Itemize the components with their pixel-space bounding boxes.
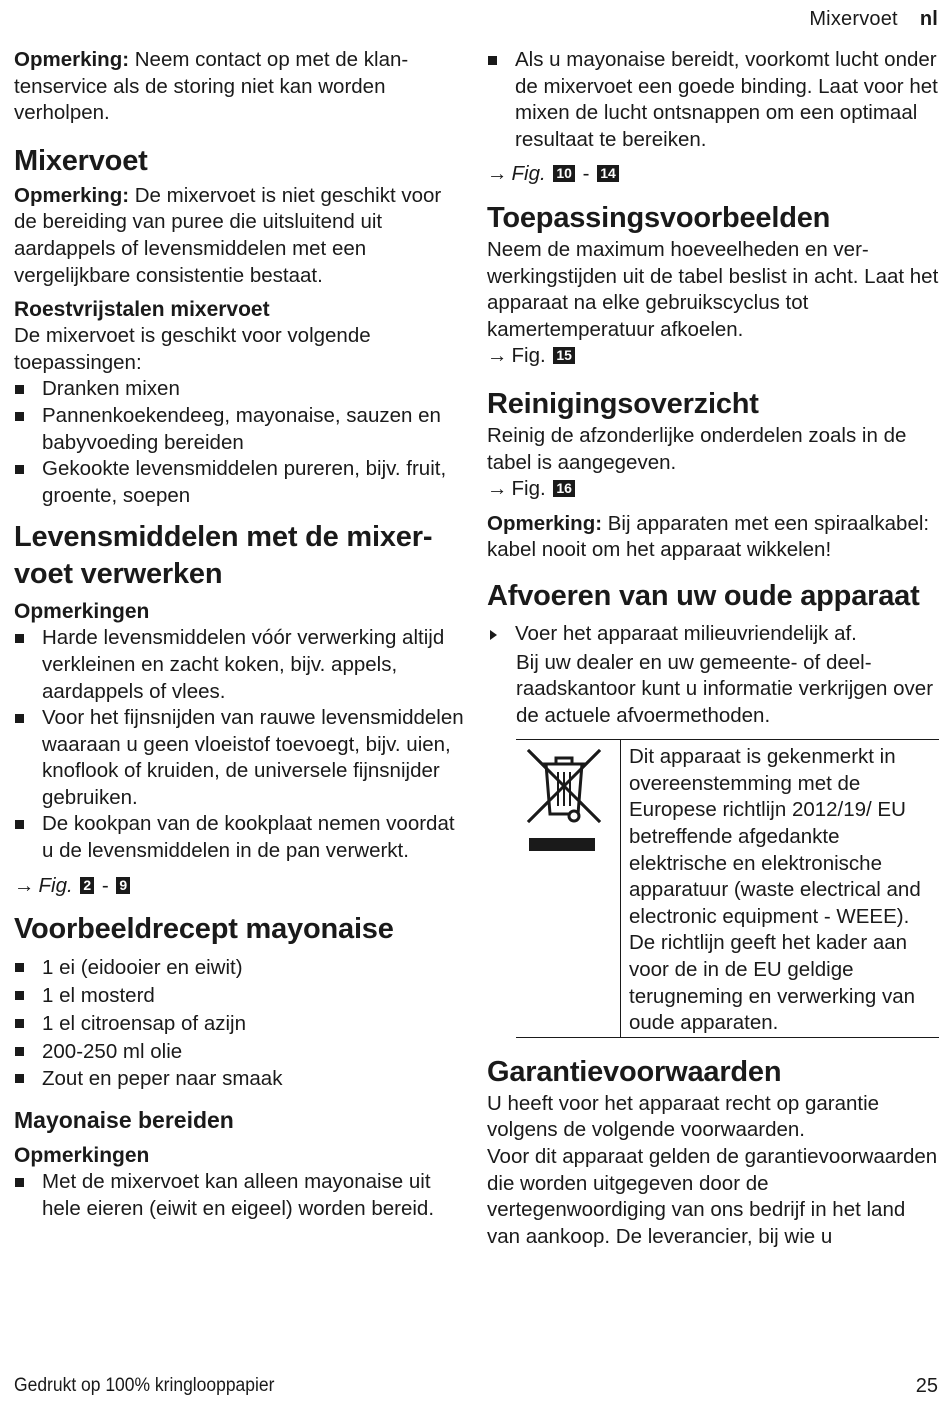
footer-note: Gedrukt op 100% kringlooppapier (14, 1375, 275, 1396)
figure-reference (487, 161, 939, 188)
figure-number: 15 (553, 347, 575, 364)
fig-label: Fig. (38, 873, 73, 897)
header-title: Mixervoet (809, 8, 898, 30)
heading-afvoeren: Afvoeren van uw oude apparaat (487, 579, 920, 612)
toepassing-text: Neem de maximum hoeveelheden en verwerkingstijden uit de tabel beslist in acht. Laat het apparaat na elke gebruikscyclus tot kamertemperatuur afkoelen. (487, 237, 939, 341)
note-label: Opmerking: (14, 48, 130, 71)
arrow-right-icon: → (14, 873, 35, 897)
afvoeren-text: Bij uw dealer en uw gemeente- of deelraadskantoor kunt u informatie verkrijgen over de actuele afvoermethoden. (516, 650, 934, 727)
heading-levensmiddelen: Levensmiddelen met de mixervoet verwerken (14, 521, 433, 591)
heading-garantievoorwaarden: Garantievoorwaarden (487, 1055, 782, 1088)
note-text: Bij apparaten met een spiraalkabel: kabel nooit om het apparaat wikkelen! (487, 511, 930, 562)
note-label: Opmerking: (14, 183, 130, 207)
weee-icon-cell (516, 744, 620, 1035)
heading-toepassingsvoorbeelden: Toepassingsvoorbeelden (487, 201, 831, 234)
bereiden-list (14, 1169, 466, 1222)
figure-number: 2 (80, 877, 94, 894)
arrow-right-icon: → (487, 477, 508, 501)
rvs-list (14, 376, 466, 509)
intro-note (14, 47, 466, 127)
list-item: Pannenkoekendeeg, mayonaise, sauzen en babyvoeding bereiden (14, 403, 466, 456)
weee-text-cell (620, 740, 939, 1037)
list-item: Harde levensmiddelen vóór verwerking altijd verkleinen en zacht koken, bijv. appels, aardappels of vlees. (14, 625, 466, 705)
heading-voorbeeldrecept: Voorbeeldrecept mayonaise (14, 913, 394, 946)
list-item: 1 ei (eidooier en eiwit) (14, 954, 466, 982)
range-dash: - (582, 162, 590, 186)
afvoeren-steps (487, 621, 939, 648)
figure-number: 10 (553, 165, 575, 182)
list-item: Voer het apparaat milieuvriendelijk af. (487, 621, 939, 648)
list-item: Voor het fijnsnijden van rauwe levensmiddelen waaraan u geen vloeistof toevoegt, bijv. uien, knoflook of kruiden, de universele fijnsnijder gebruiken. (14, 705, 466, 811)
figure-number: 14 (597, 165, 619, 182)
list-item: De kookpan van de kookplaat nemen voordat u de levensmiddelen in de pan verwerkt. (14, 811, 466, 864)
fig-label: Fig. (511, 162, 546, 186)
list-item: Als u mayonaise bereidt, voorkomt lucht onder de mixervoet een goede binding. Laat voor het mixen de lucht ontsnappen om een optimaal resultaat te bereiken. (487, 47, 939, 153)
weee-text: De richtlijn geeft het kader aan voor de in de EU geldige terugneming en verwerking van oude apparaten. (629, 931, 916, 1035)
figure-number: 16 (553, 480, 575, 497)
heading-reinigingsoverzicht: Reinigingsoverzicht (487, 387, 759, 420)
fig-label: Fig. (511, 477, 546, 501)
mixer-note (14, 183, 466, 289)
reiniging-note (487, 511, 939, 564)
note-label: Opmerking: (487, 511, 603, 535)
list-item: Met de mixervoet kan alleen mayonaise uit hele eieren (eiwit en eigeel) worden bereid. (14, 1169, 466, 1222)
note-text: Neem contact op met de klantenservice als de storing niet kan worden verholpen. (14, 48, 409, 125)
crossed-out-wheelie-bin-icon (524, 746, 604, 858)
subheading-opmerkingen: Opmerkingen (14, 1144, 150, 1168)
figure-number: 9 (116, 877, 130, 894)
range-dash: - (101, 873, 109, 897)
list-item: 1 el mosterd (14, 982, 466, 1010)
heading-mayonaise-bereiden: Mayonaise bereiden (14, 1107, 234, 1134)
arrow-right-icon: → (487, 162, 508, 186)
weee-table (516, 739, 939, 1038)
figure-reference (14, 873, 466, 900)
levens-list (14, 625, 466, 864)
reiniging-text: Reinig de afzonderlijke onderdelen zoals in de tabel is aangegeven. (487, 423, 907, 474)
mayonaise-tip-list (487, 47, 939, 153)
rvs-text: De mixervoet is geschikt voor volgende toepassingen: (14, 324, 371, 374)
list-item: Dranken mixen (14, 376, 466, 403)
list-item: 1 el citroensap of azijn (14, 1010, 466, 1038)
page-header (809, 8, 938, 31)
garantie-text: U heeft voor het apparaat recht op garantie volgens de volgende voorwaarden. (487, 1091, 880, 1142)
left-column (14, 47, 466, 1222)
list-item: Zout en peper naar smaak (14, 1065, 466, 1093)
heading-mixervoet: Mixervoet (14, 144, 148, 177)
language-code: nl (919, 8, 938, 30)
list-item: 200-250 ml olie (14, 1038, 466, 1066)
fig-label: Fig. (511, 344, 546, 368)
note-text: De mixervoet is niet geschikt voor de bereiding van puree die uitsluitend uit aardappels of levensmiddelen met een vergelijkbare consistentie bestaat. (14, 183, 442, 287)
arrow-right-icon: → (487, 344, 508, 368)
list-item: Gekookte levensmiddelen pureren, bijv. fruit, groente, soepen (14, 456, 466, 509)
right-column (487, 47, 939, 1250)
figure-reference (487, 343, 939, 370)
subheading-opmerkingen: Opmerkingen (14, 600, 150, 624)
garantie-text: Voor dit apparaat gelden de garantievoorwaarden die worden uitgegeven door de vertegenwoordiging van ons bedrijf in het land van aankoop. De leverancier, bij wie u (487, 1145, 938, 1248)
heading-rvs-mixervoet: Roestvrijstalen mixervoet (14, 298, 270, 322)
page-number: 25 (915, 1375, 938, 1397)
figure-reference (487, 476, 939, 503)
recept-list (14, 954, 466, 1093)
weee-text: Dit apparaat is gekenmerkt in overeenstemming met de Europese richtlijn 2012/19/ EU betreffende afgedankte elektrische en elektronische apparatuur (waste electrical and electronic equipment - WEEE). (629, 745, 921, 928)
